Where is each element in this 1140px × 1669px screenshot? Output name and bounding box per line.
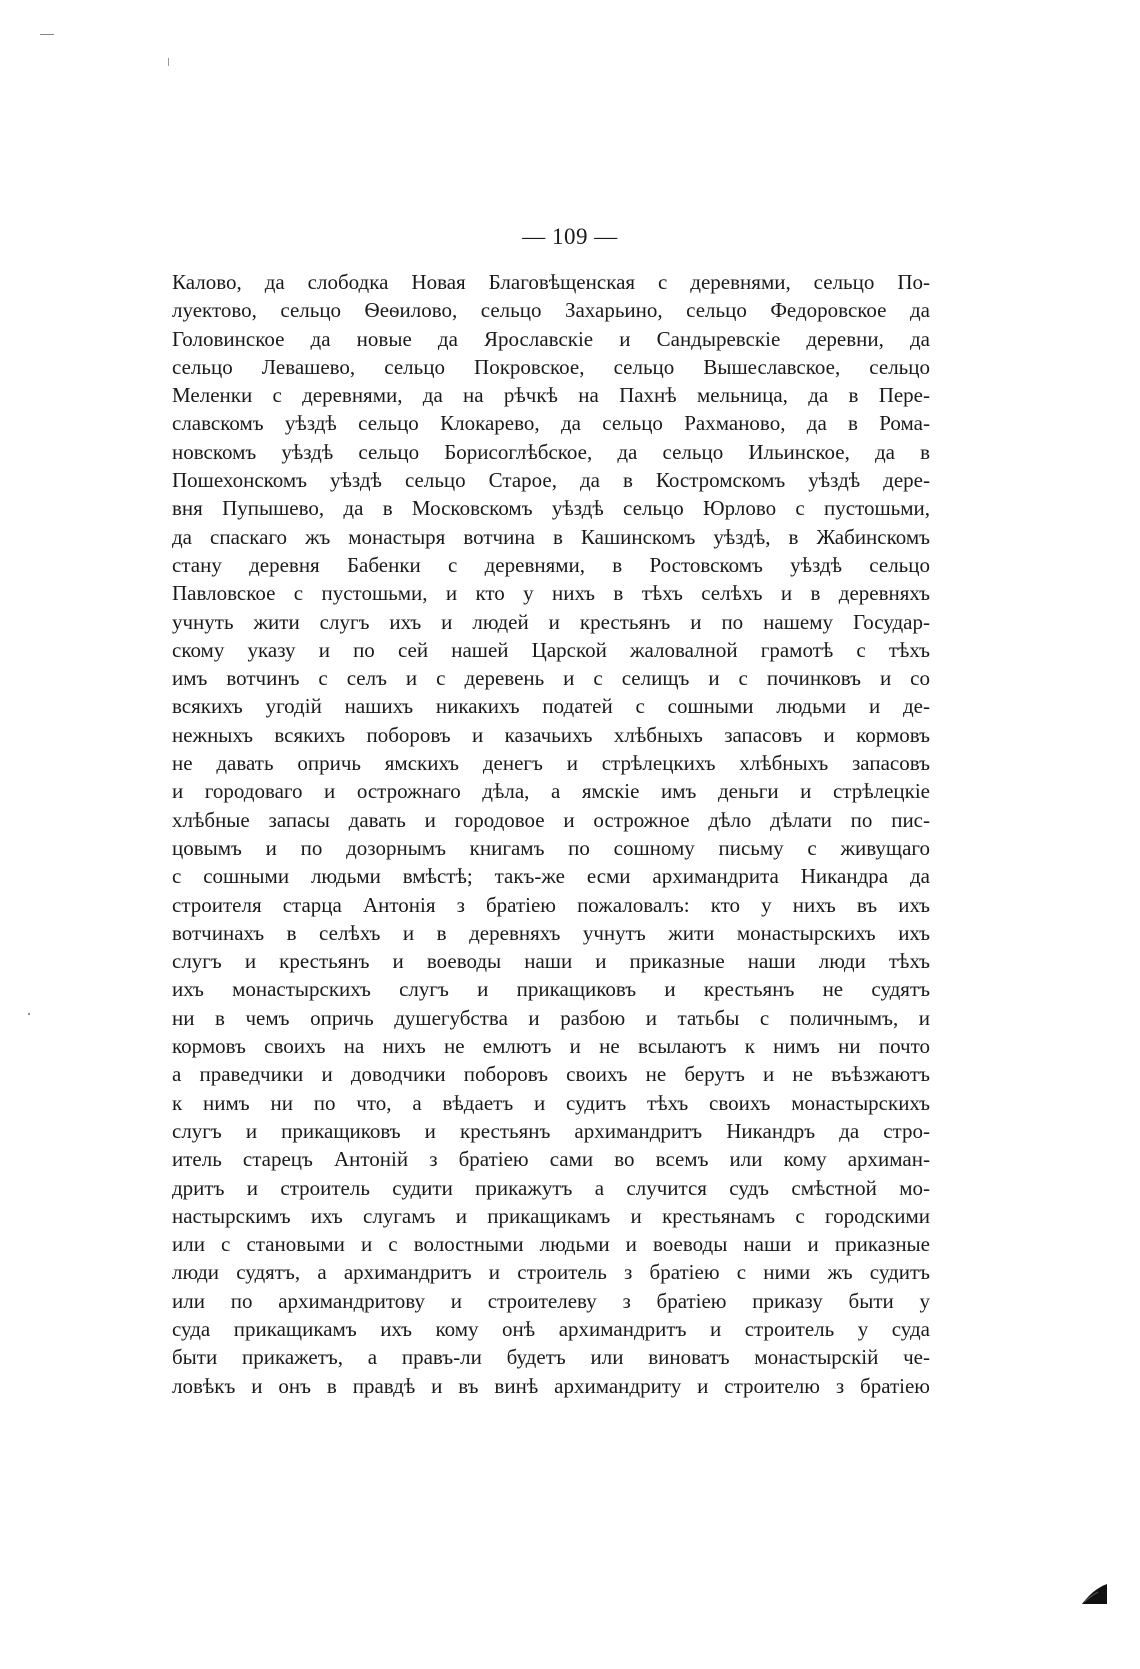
scan-artifact-dot — [28, 1013, 30, 1015]
page-corner-fold-icon — [1080, 1582, 1108, 1606]
text-line: итель старецъ Антоній з братіею сами во всемъ или кому архиман- — [172, 1147, 930, 1172]
text-line: или по архимандритову и строителеву з братіею приказу быти у — [172, 1288, 930, 1313]
text-line: и городоваго и острожнаго дѣла, а ямскіе имъ деньги и стрѣлецкіе — [172, 779, 930, 804]
text-line: учнуть жити слугъ ихъ и людей и крестьянъ и по нашему Государ- — [172, 609, 930, 634]
page-number: — 109 — — [522, 224, 618, 249]
text-line: Павловское с пустошьми, и кто у нихъ в тѣхъ селѣхъ и в деревняхъ — [172, 581, 930, 606]
text-line: всякихъ угодій нашихъ никакихъ податей с сошными людьми и де- — [172, 694, 930, 719]
text-line: а праведчики и доводчики поборовъ своихъ не берутъ и не въѣзжаютъ — [172, 1062, 930, 1087]
scan-artifact-top-tick — [168, 58, 169, 66]
text-line: цовымъ и по дозорнымъ книгамъ по сошному письму с живущаго — [172, 835, 930, 860]
text-line: Головинское да новые да Ярославскіе и Сандыревскіе деревни, да — [172, 326, 930, 351]
text-line: скому указу и по сей нашей Царской жаловалной грамотѣ с тѣхъ — [172, 637, 930, 662]
text-line: слугъ и крестьянъ и воеводы наши и приказные наши люди тѣхъ — [172, 949, 930, 974]
text-line: к нимъ ни по что, а вѣдаетъ и судитъ тѣхъ своихъ монастырскихъ — [172, 1090, 930, 1115]
text-line: ловѣкъ и онъ в правдѣ и въ винѣ архимандриту и строителю з братіею — [172, 1373, 930, 1398]
text-line: хлѣбные запасы давать и городовое и острожное дѣло дѣлати по пис- — [172, 807, 930, 832]
text-line: Пошехонскомъ уѣздѣ сельцо Старое, да в Костромскомъ уѣздѣ дере- — [172, 468, 930, 493]
text-line: новскомъ уѣздѣ сельцо Борисоглѣбское, да сельцо Ильинское, да в — [172, 439, 930, 464]
scan-artifact-top-left — [40, 34, 54, 35]
text-line: суда прикащикамъ ихъ кому онѣ архимандритъ и строитель у суда — [172, 1316, 930, 1341]
text-line: не давать опричь ямскихъ денегъ и стрѣлецкихъ хлѣбныхъ запасовъ — [172, 751, 930, 776]
text-line: ихъ монастырскихъ слугъ и прикащиковъ и крестьянъ не судятъ — [172, 977, 930, 1002]
text-line: или с становыми и с волостными людьми и воеводы наши и приказные — [172, 1232, 930, 1257]
text-line: сельцо Левашево, сельцо Покровское, сельцо Вышеславское, сельцо — [172, 354, 930, 379]
text-line: настырскимъ ихъ слугамъ и прикащикамъ и крестьянамъ с городскими — [172, 1203, 930, 1228]
text-line: имъ вотчинъ с селъ и с деревень и с селищъ и с починковъ и со — [172, 666, 930, 691]
text-line: нежныхъ всякихъ поборовъ и казачьихъ хлѣбныхъ запасовъ и кормовъ — [172, 722, 930, 747]
text-line: вня Пупышево, да в Московскомъ уѣздѣ сельцо Юрлово с пустошьми, — [172, 496, 930, 521]
text-line: дритъ и строитель судити прикажутъ а случится судъ смѣстной мо- — [172, 1175, 930, 1200]
text-line: строителя старца Антонія з братіею пожаловалъ: кто у нихъ въ ихъ — [172, 892, 930, 917]
text-line: кормовъ своихъ на нихъ не емлютъ и не всылаютъ к нимъ ни почто — [172, 1034, 930, 1059]
text-line: Меленки с деревнями, да на рѣчкѣ на Пахнѣ мельница, да в Пере- — [172, 383, 930, 408]
text-line: стану деревня Бабенки с деревнями, в Ростовскомъ уѣздѣ сельцо — [172, 552, 930, 577]
text-line: славскомъ уѣздѣ сельцо Клокарево, да сельцо Рахманово, да в Рома- — [172, 411, 930, 436]
text-line: луектово, сельцо Ѳеѳилово, сельцо Захарьино, сельцо Федоровское да — [172, 298, 930, 323]
text-line: да спаскаго жъ монастыря вотчина в Кашинскомъ уѣздѣ, в Жабинскомъ — [172, 524, 930, 549]
text-line: ни в чемъ опричь душегубства и разбою и татьбы с поличнымъ, и — [172, 1005, 930, 1030]
text-line: вотчинахъ в селѣхъ и в деревняхъ учнутъ жити монастырскихъ ихъ — [172, 920, 930, 945]
text-line: Калово, да слободка Новая Благовѣщенская с деревнями, сельцо По- — [172, 270, 930, 294]
text-line: быти прикажетъ, а правъ-ли будетъ или виноватъ монастырскій че- — [172, 1345, 930, 1370]
text-line: люди судятъ, а архимандритъ и строитель з братіею с ними жъ судитъ — [172, 1260, 930, 1285]
text-line: с сошными людьми вмѣстѣ; такъ-же есми архимандрита Никандра да — [172, 864, 930, 889]
document-body — [172, 268, 930, 1400]
text-line: слугъ и прикащиковъ и крестьянъ архимандритъ Никандръ да стро- — [172, 1118, 930, 1143]
